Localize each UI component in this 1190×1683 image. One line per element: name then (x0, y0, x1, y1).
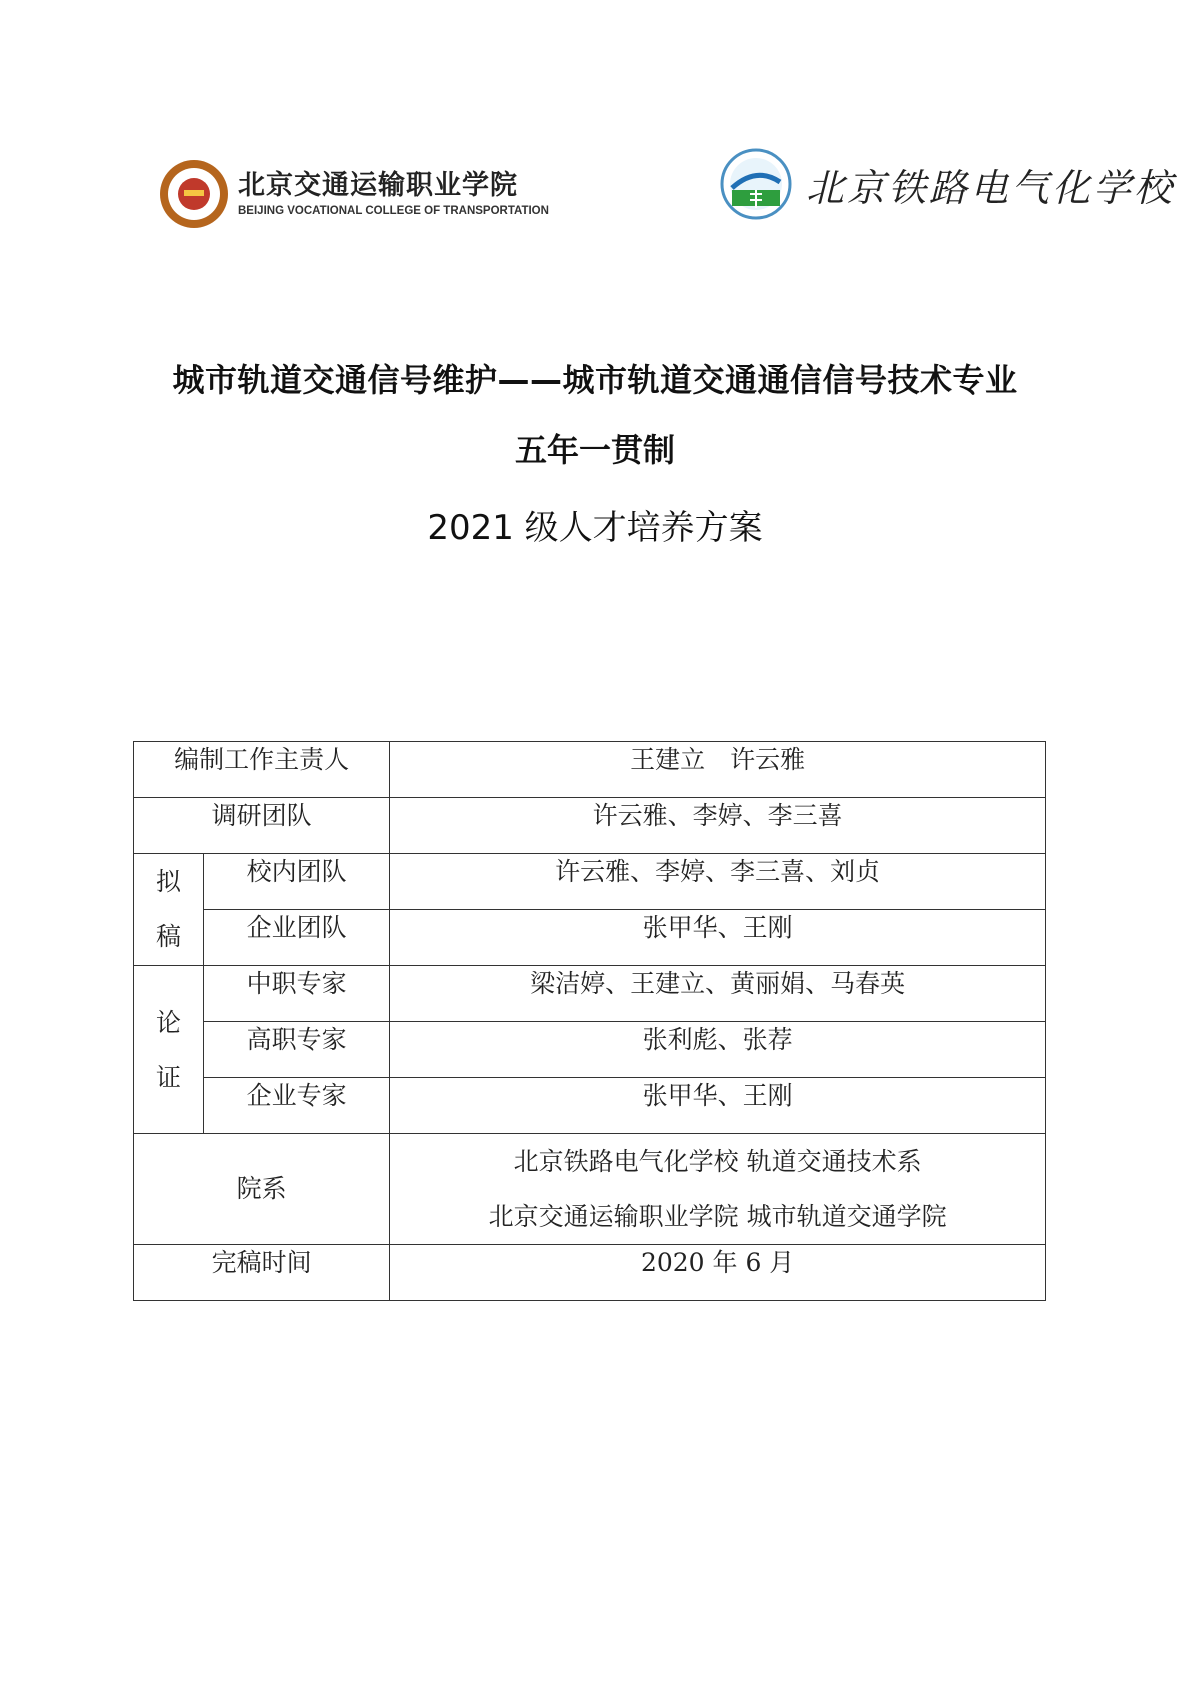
table-row (134, 1022, 1046, 1078)
lead-value: 王建立 许云雅 (390, 742, 1046, 798)
title-line-1: 城市轨道交通信号维护——城市轨道交通通信信号技术专业 (172, 361, 1018, 399)
lead-label: 编制工作主责人 (134, 742, 390, 798)
dept-line-2: 北京交通运输职业学院 城市轨道交通学院 (488, 1202, 947, 1231)
bvct-name-cn: 北京交通运输职业学院 (238, 170, 518, 201)
date-value: 2020 年 6 月 (390, 1245, 1046, 1301)
railway-school-logo (720, 148, 1175, 220)
draft-group-label: 拟 稿 (134, 854, 204, 966)
higher-value: 张利彪、张荐 (390, 1022, 1046, 1078)
plan-info-table (133, 741, 1046, 1301)
enterprise-team-label: 企业团队 (204, 910, 390, 966)
enterprise-expert-label: 企业专家 (204, 1078, 390, 1134)
table-row (134, 1078, 1046, 1134)
railway-school-name: 北京铁路电气化学校 (806, 165, 1176, 210)
enterprise-team-value: 张甲华、王刚 (390, 910, 1046, 966)
table-row (134, 966, 1046, 1022)
table-row (134, 910, 1046, 966)
research-label: 调研团队 (134, 798, 390, 854)
enterprise-expert-value: 张甲华、王刚 (390, 1078, 1046, 1134)
dept-line-1: 北京铁路电气化学校 轨道交通技术系 (513, 1147, 922, 1176)
higher-label: 高职专家 (204, 1022, 390, 1078)
title-line-3: 2021 级人才培养方案 (427, 508, 763, 548)
logo-header (0, 130, 1190, 240)
table-row (134, 1245, 1046, 1301)
bvct-logo (160, 160, 549, 228)
research-value: 许云雅、李婷、李三喜 (390, 798, 1046, 854)
internal-value: 许云雅、李婷、李三喜、刘贞 (390, 854, 1046, 910)
dept-label: 院系 (134, 1134, 390, 1245)
internal-label: 校内团队 (204, 854, 390, 910)
secondary-value: 梁洁婷、王建立、黄丽娟、马春英 (390, 966, 1046, 1022)
secondary-label: 中职专家 (204, 966, 390, 1022)
college-seal-icon (160, 160, 228, 228)
dept-value (390, 1134, 1046, 1245)
title-line-2: 五年一贯制 (514, 431, 675, 469)
review-group-label: 论 证 (134, 966, 204, 1134)
table-row (134, 854, 1046, 910)
bvct-name-en: BEIJING VOCATIONAL COLLEGE OF TRANSPORTATION (238, 205, 549, 217)
school-emblem-icon (720, 148, 792, 220)
table-row (134, 1134, 1046, 1245)
date-label: 完稿时间 (134, 1245, 390, 1301)
table-row (134, 798, 1046, 854)
table-row (134, 742, 1046, 798)
